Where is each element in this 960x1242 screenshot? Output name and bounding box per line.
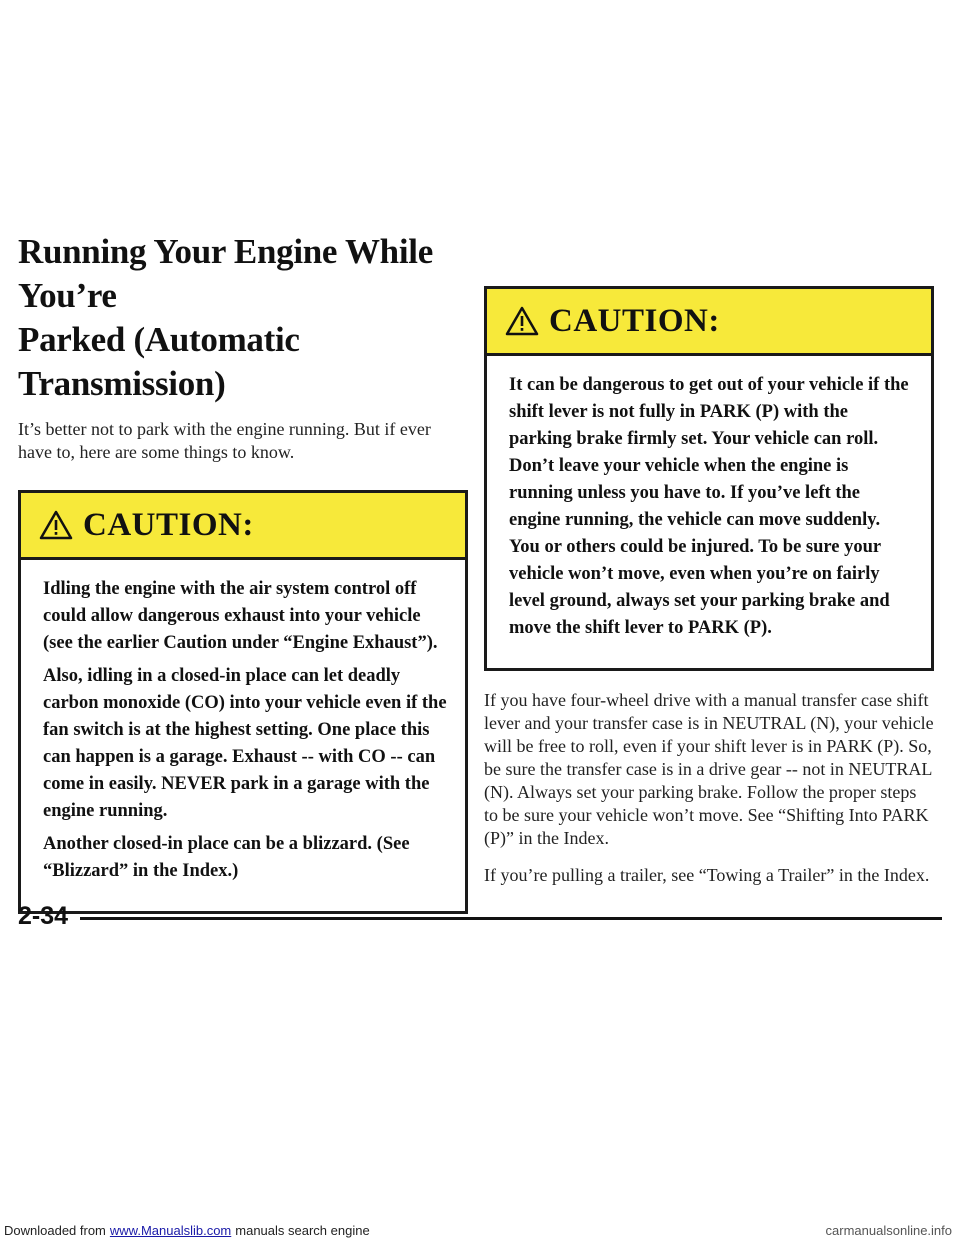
warning-triangle-icon [505, 306, 539, 336]
caution-body [21, 560, 465, 911]
caution-paragraph: Another closed-in place can be a blizzard. (See “Blizzard” in the Index.) [43, 834, 410, 881]
caution-body [487, 356, 931, 668]
caution-paragraph: Also, idling in a closed-in place can let deadly carbon monoxide (CO) into your vehicle even if the fan switch is at the highest setting. One place this can happen is a garage. Exhaust -- with CO -- can come in easily. NEVER park in a garage with the engine running. [43, 666, 447, 821]
section-title-line1: Running Your Engine While You’re [18, 232, 433, 315]
caution-paragraph: It can be dangerous to get out of your vehicle if the shift lever is not fully in PARK (P) with the parking brake firmly set. Your vehicle can roll. Don’t leave your vehicle when the engine is running unless you have to. If you’ve left the engine running, the vehicle can move suddenly. You or others could be injured. To be sure your vehicle won’t move, even when you’re on fairly level ground, always set your parking brake and move the shift lever to PARK (P). [509, 375, 909, 638]
caution-box-right [484, 286, 934, 671]
body-paragraph: If you have four-wheel drive with a manual transfer case shift lever and your transfer case is in NEUTRAL (N), your vehicle will be free to roll, even if your shift lever is in PARK (P). So, be sure the transfer case is in a drive gear -- not in NEUTRAL (N). Always set your parking brake. Follow the proper steps to be sure your vehicle won’t move. See “Shifting Into PARK (P)” in the Index. [484, 690, 934, 848]
watermark-text: carmanualsonline.info [825, 1223, 952, 1238]
left-column [18, 230, 468, 914]
section-title [18, 230, 468, 406]
caution-header [21, 493, 465, 560]
manualslib-link[interactable]: www.Manualslib.com [109, 1222, 232, 1238]
body-paragraph: If you’re pulling a trailer, see “Towing a Trailer” in the Index. [484, 865, 930, 885]
caution-label: CAUTION: [549, 302, 720, 339]
footer-prefix: Downloaded from [4, 1222, 106, 1238]
warning-triangle-icon [39, 510, 73, 540]
caution-box-left [18, 490, 468, 914]
page-rule-divider [80, 917, 942, 920]
intro-paragraph: It’s better not to park with the engine running. But if ever have to, here are some things to know. [18, 419, 431, 462]
right-column [484, 286, 934, 887]
caution-paragraph: Idling the engine with the air system control off could allow dangerous exhaust into your vehicle (see the earlier Caution under “Engine Exhaust”). [43, 579, 438, 653]
section-title-line2: Parked (Automatic Transmission) [18, 320, 300, 403]
caution-label: CAUTION: [83, 506, 254, 543]
footer-suffix: manuals search engine [235, 1222, 370, 1238]
download-footer [0, 1218, 960, 1242]
caution-header [487, 289, 931, 356]
page-number: 2-34 [18, 902, 69, 930]
